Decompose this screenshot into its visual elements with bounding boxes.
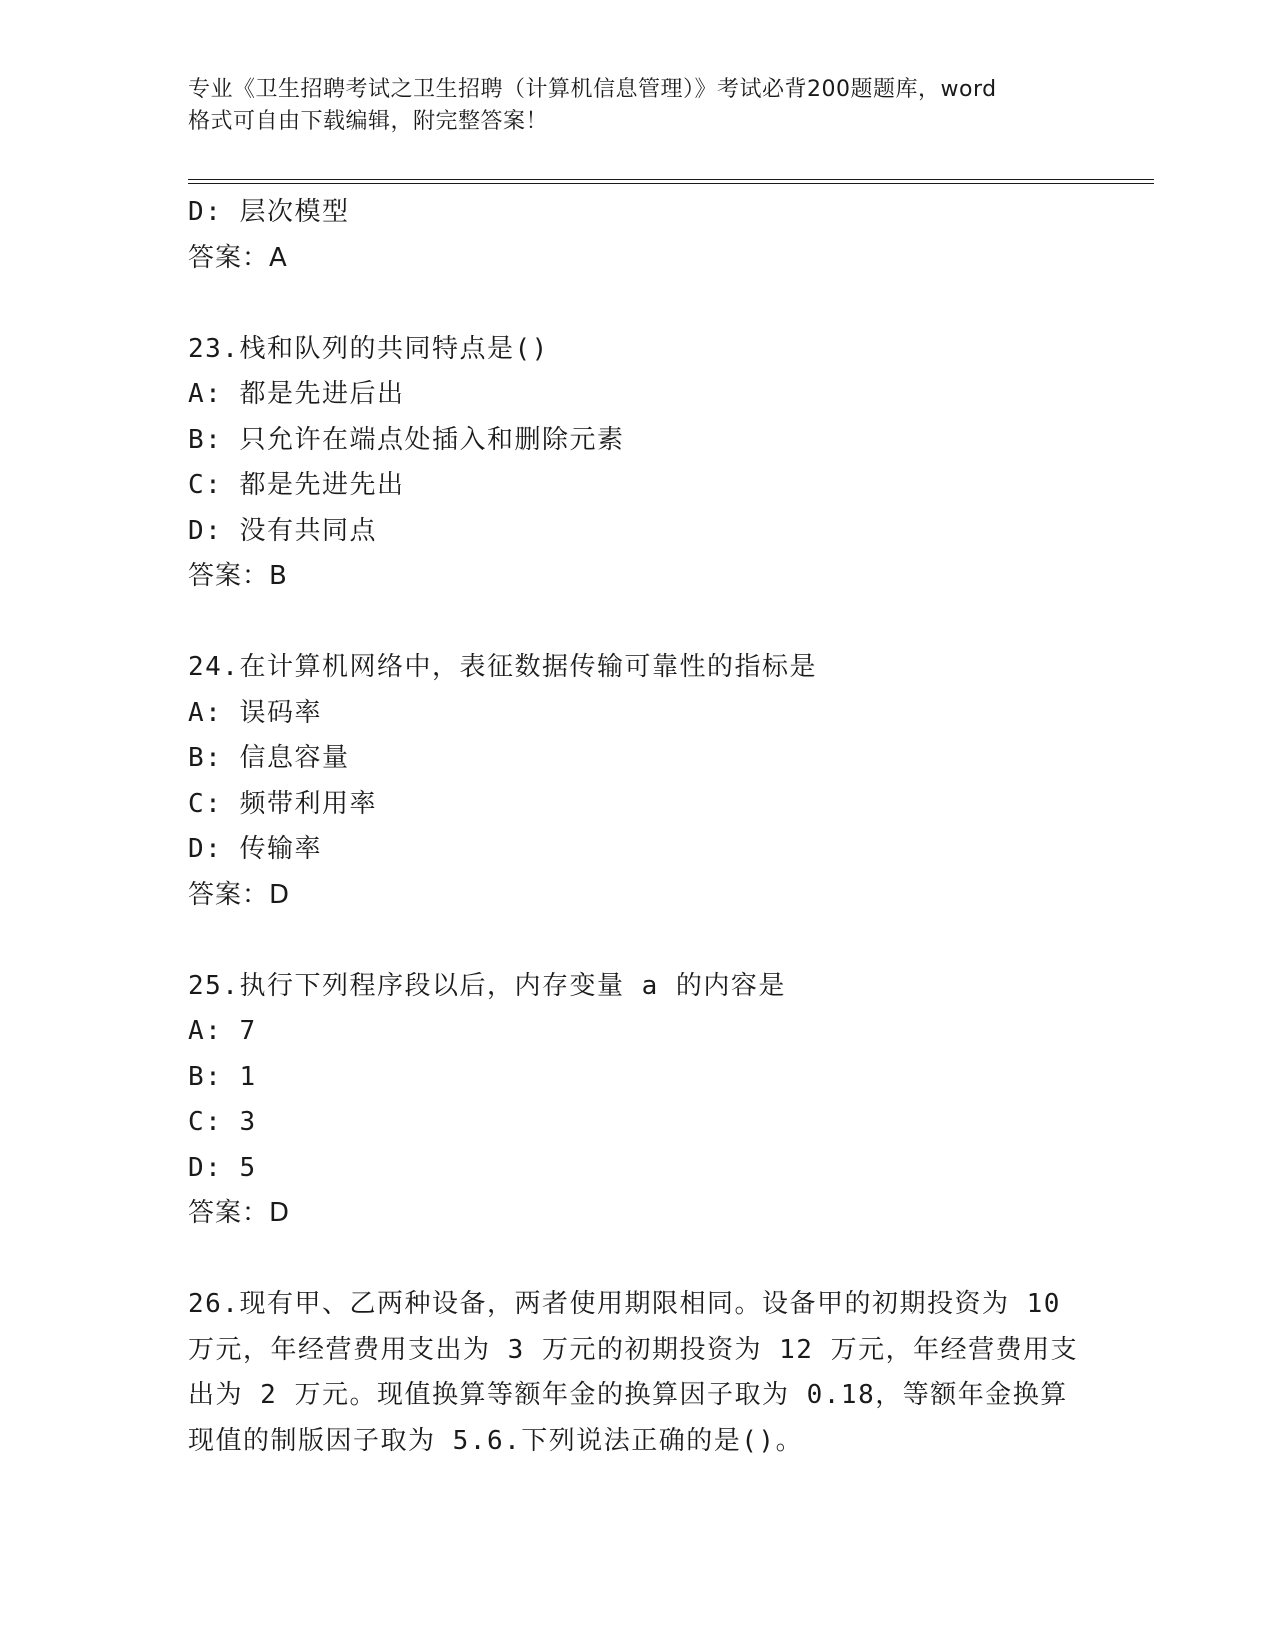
- question-23: [188, 327, 1088, 600]
- question-list: [188, 190, 1088, 1464]
- option-b: B: 只允许在端点处插入和删除元素: [188, 424, 625, 455]
- answer-line: 答案：D: [188, 879, 291, 910]
- option-d: D: 层次模型: [188, 197, 350, 227]
- spacer: [188, 600, 1088, 646]
- question-text: 25.执行下列程序段以后，内存变量 a 的内容是: [188, 970, 786, 1001]
- question-26: [188, 1282, 1088, 1464]
- answer-line: 答案：D: [188, 1198, 291, 1228]
- header-divider-bottom: [188, 183, 1154, 184]
- question-text-line-3: 出为 2 万元。现值换算等额年金的换算因子取为 0.18，等额年金换算: [188, 1380, 1068, 1410]
- header-title-line-2: 格式可自由下载编辑，附完整答案！: [188, 109, 549, 134]
- question-25: [188, 964, 1088, 1237]
- question-text-line-4: 现值的制版因子取为 5.6.下列说法正确的是()。: [188, 1425, 804, 1456]
- question-text-line-2: 万元，年经营费用支出为 3 万元的初期投资为 12 万元，年经营费用支: [188, 1334, 1079, 1365]
- option-a: A: 7: [188, 1016, 257, 1046]
- option-c: C: 3: [188, 1107, 257, 1137]
- spacer: [188, 1237, 1088, 1283]
- header-title-line-1: 专业《卫生招聘考试之卫生招聘（计算机信息管理）》考试必背200题题库，word: [188, 77, 997, 102]
- answer-line: 答案：B: [188, 561, 288, 591]
- option-b: B: 1: [188, 1061, 257, 1092]
- option-d: D: 传输率: [188, 834, 322, 864]
- header-divider-top: [188, 179, 1154, 180]
- question-24: [188, 645, 1088, 918]
- question-22-tail: [188, 190, 1088, 281]
- option-c: C: 频带利用率: [188, 788, 377, 819]
- option-a: A: 都是先进后出: [188, 379, 405, 409]
- option-c: C: 都是先进先出: [188, 470, 405, 500]
- spacer: [188, 918, 1088, 964]
- question-text: 23.栈和队列的共同特点是(): [188, 333, 549, 364]
- option-a: A: 误码率: [188, 697, 322, 728]
- option-d: D: 没有共同点: [188, 515, 377, 546]
- spacer: [188, 281, 1088, 327]
- option-d: D: 5: [188, 1152, 257, 1183]
- question-text: 24.在计算机网络中，表征数据传输可靠性的指标是: [188, 652, 817, 682]
- answer-line: 答案：A: [188, 242, 288, 273]
- option-b: B: 信息容量: [188, 743, 350, 773]
- document-header: [188, 74, 1088, 138]
- question-text-line-1: 26.现有甲、乙两种设备，两者使用期限相同。设备甲的初期投资为 10: [188, 1289, 1061, 1319]
